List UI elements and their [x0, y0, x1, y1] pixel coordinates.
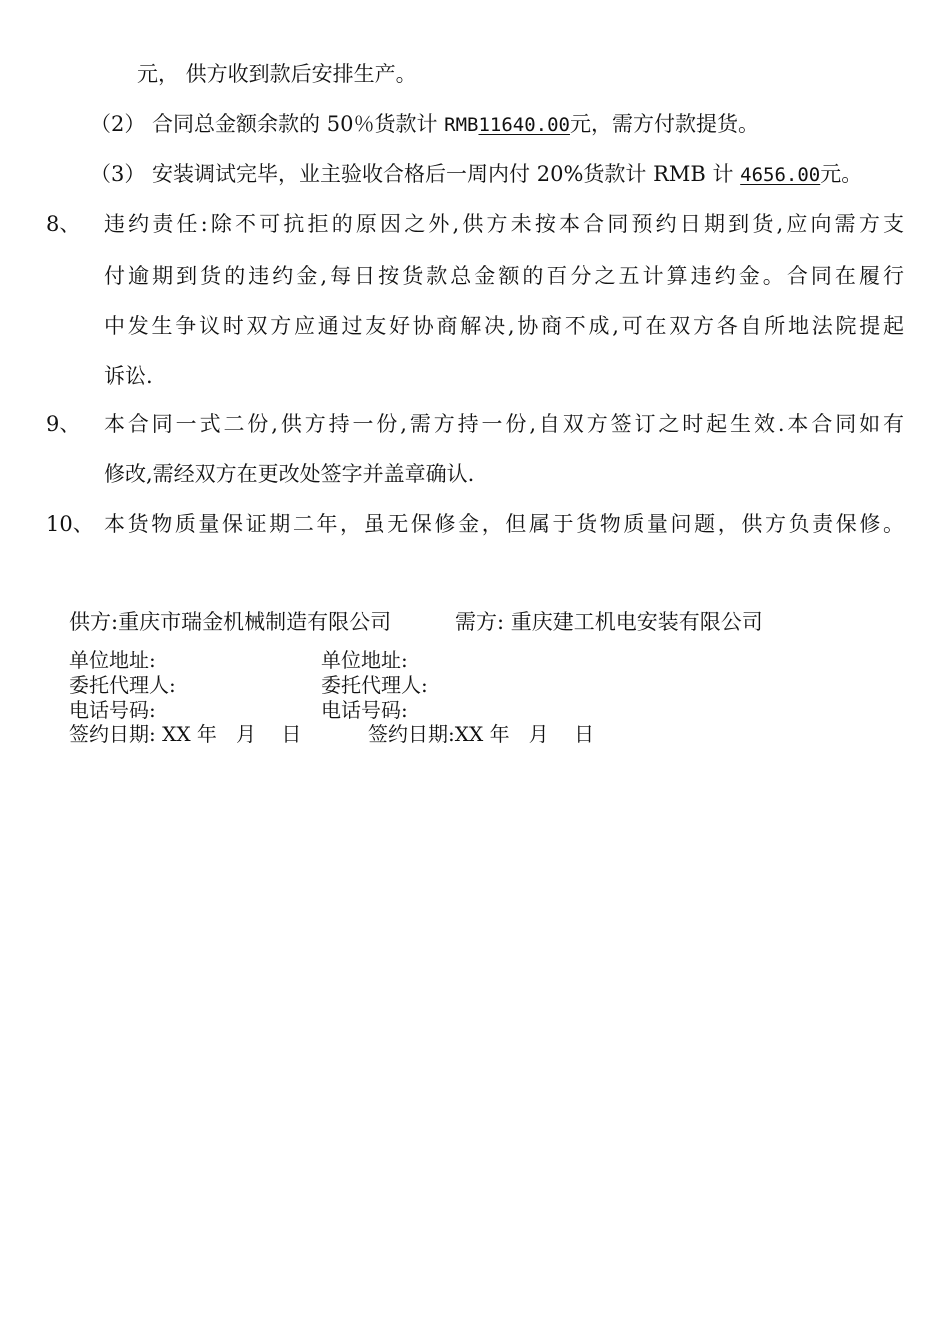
buyer-agent-label: 委托代理人: — [321, 673, 428, 697]
payment-item-2-currency: RMB — [444, 114, 479, 136]
clause-8-line-4: 诉讼. — [104, 364, 153, 388]
payment-continuation-line: 元， 供方收到款后安排生产。 — [137, 62, 417, 86]
payment-item-3 — [90, 160, 862, 189]
buyer-name: 需方: 重庆建工机电安装有限公司 — [455, 610, 763, 634]
clause-8-line-2: 付逾期到货的违约金,每日按货款总金额的百分之五计算违约金。合同在履行 — [104, 264, 904, 288]
payment-item-3-pre: 安装调试完毕，业主验收合格后一周内付 20%货款计 RMB 计 — [145, 162, 741, 186]
supplier-agent-label: 委托代理人: — [69, 673, 176, 697]
payment-item-3-post: 元。 — [820, 162, 863, 186]
payment-item-2-pre: 合同总金额余款的 50 — [145, 112, 354, 136]
supplier-name: 供方:重庆市瑞金机械制造有限公司 — [69, 610, 392, 634]
clause-10-number: 10、 — [46, 512, 94, 536]
clause-9-number: 9、 — [46, 412, 81, 436]
clause-9-line-1: 本合同一式二份,供方持一份,需方持一份,自双方签订之时起生效.本合同如有 — [104, 412, 904, 436]
buyer-phone-label: 电话号码: — [321, 698, 408, 722]
payment-item-2 — [90, 110, 759, 139]
payment-item-2-amount: 11640.00 — [478, 114, 570, 136]
payment-item-2-percent: ％ — [353, 112, 375, 136]
buyer-sign-date: 签约日期:XX 年 月 日 — [368, 722, 595, 746]
payment-item-2-label: （2） — [90, 112, 146, 136]
supplier-sign-date: 签约日期: XX 年 月 日 — [69, 722, 302, 746]
payment-item-3-amount: 4656.00 — [740, 164, 821, 186]
supplier-phone-label: 电话号码: — [69, 698, 156, 722]
clause-8-line-1: 违约责任:除不可抗拒的原因之外,供方未按本合同预约日期到货,应向需方支 — [104, 212, 904, 236]
payment-item-3-label: （3） — [90, 162, 146, 186]
payment-item-2-mid: 货款计 — [374, 112, 445, 136]
supplier-address-label: 单位地址: — [69, 648, 156, 672]
buyer-address-label: 单位地址: — [321, 648, 408, 672]
clause-9-line-2: 修改,需经双方在更改处签字并盖章确认. — [104, 462, 475, 486]
clause-10-line-1: 本货物质量保证期二年，虽无保修金，但属于货物质量问题，供方负责保修。 — [104, 512, 904, 536]
clause-8-number: 8、 — [46, 212, 81, 236]
payment-item-2-post: 元，需方付款提货。 — [569, 112, 759, 136]
clause-8-line-3: 中发生争议时双方应通过友好协商解决,协商不成,可在双方各自所地法院提起 — [104, 314, 904, 338]
